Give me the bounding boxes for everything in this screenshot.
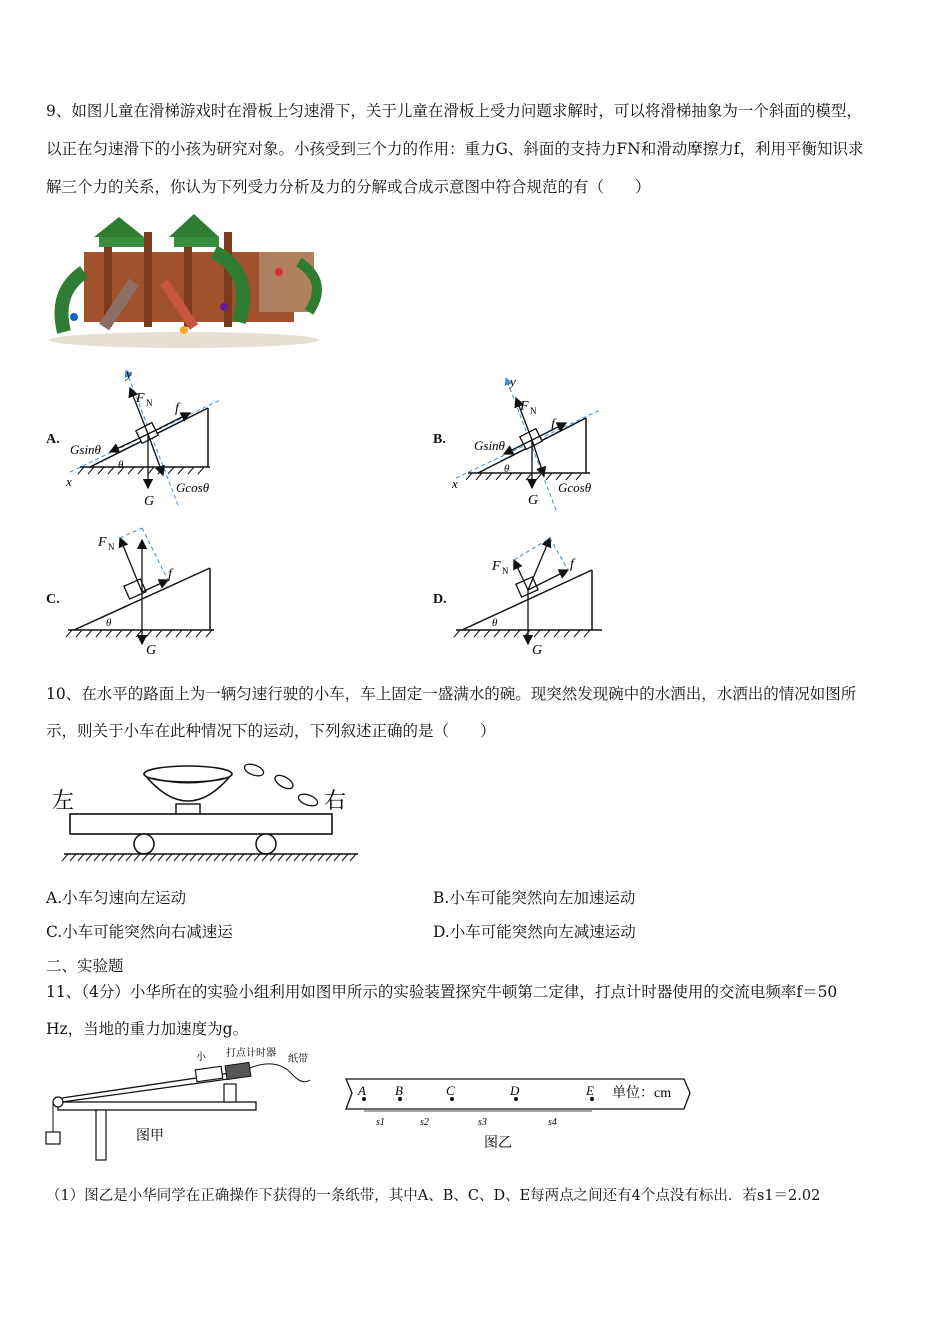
q10-option-c: C.小车可能突然向右减速运: [46, 923, 233, 941]
diagram-b: [448, 370, 618, 510]
q10-option-a: A.小车匀速向左运动: [46, 889, 187, 907]
y-axis-label: y: [126, 366, 132, 381]
diagram-a: [60, 360, 230, 515]
x-axis-label: x: [452, 476, 458, 491]
fn-label: F: [136, 391, 145, 406]
tape-label: 纸带: [288, 1054, 308, 1065]
theta-label: θ: [118, 459, 124, 471]
q10-option-d: D.小车可能突然向左减速运动: [433, 923, 636, 941]
friction-label: f: [175, 401, 179, 416]
friction-label: f: [570, 557, 574, 572]
theta-label: θ: [492, 617, 498, 629]
q11-line-1: 11、（4分）小华所在的实验小组利用如图甲所示的实验装置探究牛顿第二定律，打点计时器使用的交流电频率f＝50: [46, 983, 838, 1001]
gravity-label: G: [528, 493, 539, 508]
left-label: 左: [52, 788, 75, 813]
figure-yi-caption: 图乙: [484, 1136, 512, 1151]
right-label: 右: [324, 788, 347, 813]
gcos-label: Gcosθ: [558, 480, 592, 495]
point-c: C: [446, 1083, 455, 1098]
q11-sub-1: （1）图乙是小华同学在正确操作下获得的一条纸带，其中A、B、C、D、E每两点之间还有4个点没有标出．若s1＝2.02: [46, 1188, 821, 1204]
segment-s4: s4: [548, 1117, 557, 1128]
q10-option-b: B.小车可能突然向左加速运动: [433, 889, 636, 907]
segment-s2: s2: [420, 1117, 429, 1128]
q10-line-1: 10、在水平的路面上为一辆匀速行驶的小车，车上固定一盛满水的碗。现突然发现碗中的水洒出，水洒出的情况如图所: [46, 685, 857, 703]
timer-label: 打点计时器: [226, 1048, 276, 1059]
fn-label: F: [98, 535, 107, 550]
q9-option-c-label: C.: [46, 592, 60, 607]
theta-label: θ: [106, 617, 112, 629]
q9-line-1: 9、如图儿童在滑梯游戏时在滑板上匀速滑下，关于儿童在滑板上受力问题求解时，可以将滑梯抽象为一个斜面的模型，: [46, 102, 862, 120]
figure-yi-tape: [340, 1075, 695, 1155]
friction-label: f: [551, 417, 555, 432]
unit-label: 单位：cm: [612, 1086, 672, 1101]
point-b: B: [395, 1083, 403, 1098]
fn-label: F: [492, 559, 501, 574]
q9-option-a-label: A.: [46, 432, 60, 447]
segment-s3: s3: [478, 1117, 487, 1128]
gravity-label: G: [144, 494, 155, 509]
figure-jia-caption: 图甲: [136, 1129, 164, 1144]
q10-line-2: 示，则关于小车在此种情况下的运动，下列叙述正确的是（ ）: [46, 722, 496, 740]
q11-line-2: Hz，当地的重力加速度为g。: [46, 1020, 249, 1038]
small-label: 小: [196, 1052, 206, 1063]
gravity-label: G: [532, 643, 543, 658]
point-d: D: [510, 1083, 520, 1098]
gsin-label: Gsinθ: [474, 438, 505, 453]
fn-sub-label: N: [108, 542, 115, 552]
point-e: E: [586, 1083, 594, 1098]
y-axis-label: y: [510, 374, 516, 389]
diagram-c: [64, 520, 224, 660]
q9-line-2: 以正在匀速滑下的小孩为研究对象。小孩受到三个力的作用：重力G、斜面的支持力FN和滑动摩擦力f，利用平衡知识求: [46, 140, 864, 158]
fn-sub-label: N: [146, 398, 153, 408]
fn-sub-label: N: [502, 566, 509, 576]
cart-bowl-diagram: [48, 758, 368, 866]
point-a: A: [358, 1083, 366, 1098]
gsin-label: Gsinθ: [70, 442, 101, 457]
q9-option-d-label: D.: [433, 592, 447, 607]
friction-label: f: [168, 567, 172, 582]
gcos-label: Gcosθ: [176, 480, 210, 495]
q9-option-b-label: B.: [433, 432, 446, 447]
x-axis-label: x: [66, 474, 72, 489]
fn-label: F: [520, 399, 529, 414]
gravity-label: G: [146, 643, 157, 658]
figure-jia-apparatus: [40, 1050, 320, 1165]
q9-line-3: 解三个力的关系，你认为下列受力分析及力的分解或合成示意图中符合规范的有（ ）: [46, 178, 651, 196]
playground-slide-image: [44, 212, 328, 352]
fn-sub-label: N: [530, 406, 537, 416]
diagram-d: [452, 520, 612, 660]
section-title: 二、实验题: [46, 957, 124, 975]
theta-label: θ: [504, 463, 510, 475]
segment-s1: s1: [376, 1117, 385, 1128]
